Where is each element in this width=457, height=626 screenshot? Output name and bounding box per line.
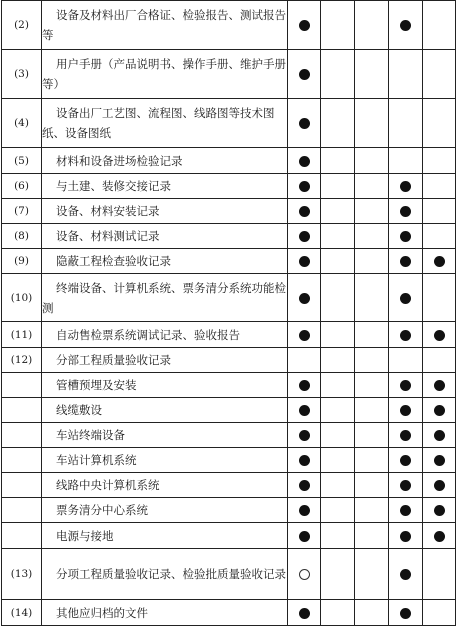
mark-cell-3 [355,174,389,199]
mark-cell-1 [288,322,321,348]
item-cell [42,1,288,50]
filled-circle-icon [400,430,411,441]
mark-cell-2 [321,249,355,274]
archive-table [1,0,456,626]
mark-cell-5 [423,523,456,549]
table-row [2,498,456,523]
item-text: 管槽预埋及安装 [56,378,137,392]
table-row [2,348,456,373]
mark-cell-2 [321,199,355,224]
item-cell [42,50,288,99]
mark-cell-4 [389,398,423,423]
item-text: 自动售检票系统调试记录、验收报告 [56,327,240,342]
table-row [2,600,456,626]
filled-circle-icon [434,505,445,516]
table-row [2,249,456,274]
mark-cell-3 [355,473,389,498]
filled-circle-icon [400,380,411,391]
mark-cell-4 [389,274,423,322]
row-number [2,398,42,423]
mark-cell-1 [288,373,321,398]
filled-circle-icon [400,181,411,192]
row-number: (13) [2,549,42,600]
mark-cell-3 [355,322,389,348]
mark-cell-2 [321,498,355,523]
item-cell [42,523,288,549]
filled-circle-icon [434,480,445,491]
mark-cell-5 [423,148,456,174]
mark-cell-5 [423,348,456,373]
mark-cell-4 [389,199,423,224]
mark-cell-5 [423,274,456,322]
mark-cell-5 [423,99,456,148]
mark-cell-5 [423,373,456,398]
item-cell [42,498,288,523]
row-number: (10) [2,274,42,322]
mark-cell-2 [321,448,355,473]
mark-cell-1 [288,600,321,626]
item-text: 线缆敷设 [56,403,102,417]
mark-cell-5 [423,549,456,600]
mark-cell-1 [288,50,321,99]
filled-circle-icon [299,380,310,391]
item-text: 隐蔽工程检查验收记录 [56,254,171,268]
filled-circle-icon [400,330,411,341]
row-number [2,448,42,473]
mark-cell-3 [355,348,389,373]
mark-cell-2 [321,322,355,348]
row-number: (14) [2,600,42,626]
filled-circle-icon [400,505,411,516]
filled-circle-icon [299,608,310,619]
item-cell [42,199,288,224]
mark-cell-2 [321,174,355,199]
mark-cell-5 [423,473,456,498]
mark-cell-1 [288,274,321,322]
mark-cell-3 [355,398,389,423]
mark-cell-4 [389,50,423,99]
mark-cell-2 [321,99,355,148]
mark-cell-2 [321,348,355,373]
mark-cell-1 [288,549,321,600]
item-text: 设备及材料出厂合格证、检验报告、测试报告等 [42,8,286,42]
filled-circle-icon [299,293,310,304]
mark-cell-4 [389,498,423,523]
mark-cell-5 [423,423,456,448]
item-cell [42,249,288,274]
filled-circle-icon [434,405,445,416]
filled-circle-icon [434,380,445,391]
filled-circle-icon [299,430,310,441]
mark-cell-3 [355,50,389,99]
filled-circle-icon [299,405,310,416]
mark-cell-5 [423,224,456,249]
row-number: (8) [2,224,42,249]
filled-circle-icon [299,181,310,192]
mark-cell-2 [321,224,355,249]
row-number: (4) [2,99,42,148]
mark-cell-4 [389,348,423,373]
mark-cell-2 [321,1,355,50]
table-row [2,274,456,322]
filled-circle-icon [434,330,445,341]
filled-circle-icon [299,69,310,80]
filled-circle-icon [434,256,445,267]
mark-cell-2 [321,523,355,549]
row-number: (12) [2,348,42,373]
mark-cell-3 [355,274,389,322]
mark-cell-3 [355,523,389,549]
mark-cell-4 [389,174,423,199]
mark-cell-1 [288,249,321,274]
mark-cell-5 [423,249,456,274]
mark-cell-4 [389,473,423,498]
item-cell [42,174,288,199]
table-row [2,1,456,50]
mark-cell-3 [355,498,389,523]
filled-circle-icon [400,293,411,304]
filled-circle-icon [299,118,310,129]
row-number [2,423,42,448]
filled-circle-icon [434,455,445,466]
mark-cell-2 [321,373,355,398]
filled-circle-icon [434,531,445,542]
mark-cell-1 [288,498,321,523]
mark-cell-5 [423,498,456,523]
mark-cell-1 [288,224,321,249]
table-row [2,423,456,448]
item-cell [42,148,288,174]
mark-cell-5 [423,322,456,348]
filled-circle-icon [299,231,310,242]
mark-cell-4 [389,322,423,348]
item-text: 设备、材料测试记录 [56,229,160,243]
filled-circle-icon [299,455,310,466]
item-text: 分项工程质量验收记录、检验批质量验收记录 [56,567,286,581]
item-text: 与土建、装修交接记录 [56,179,171,193]
table-row [2,523,456,549]
mark-cell-4 [389,549,423,600]
filled-circle-icon [400,455,411,466]
mark-cell-2 [321,274,355,322]
item-cell [42,99,288,148]
mark-cell-5 [423,1,456,50]
mark-cell-4 [389,148,423,174]
mark-cell-1 [288,348,321,373]
filled-circle-icon [400,569,411,580]
filled-circle-icon [299,480,310,491]
row-number [2,523,42,549]
row-number: (3) [2,50,42,99]
item-text: 车站终端设备 [56,428,125,442]
mark-cell-5 [423,199,456,224]
mark-cell-1 [288,523,321,549]
mark-cell-5 [423,398,456,423]
filled-circle-icon [400,231,411,242]
mark-cell-1 [288,199,321,224]
item-text: 终端设备、计算机系统、票务清分系统功能检测 [42,280,286,315]
item-text: 电源与接地 [56,528,114,543]
mark-cell-1 [288,423,321,448]
mark-cell-3 [355,373,389,398]
filled-circle-icon [400,20,411,31]
row-number: (5) [2,148,42,174]
mark-cell-3 [355,99,389,148]
filled-circle-icon [400,531,411,542]
table-row [2,549,456,600]
mark-cell-1 [288,398,321,423]
mark-cell-4 [389,523,423,549]
filled-circle-icon [299,20,310,31]
table-row [2,199,456,224]
mark-cell-4 [389,423,423,448]
mark-cell-5 [423,174,456,199]
mark-cell-3 [355,224,389,249]
filled-circle-icon [400,405,411,416]
mark-cell-2 [321,50,355,99]
mark-cell-4 [389,1,423,50]
mark-cell-3 [355,249,389,274]
mark-cell-1 [288,448,321,473]
filled-circle-icon [299,206,310,217]
mark-cell-2 [321,398,355,423]
filled-circle-icon [299,330,310,341]
item-cell [42,398,288,423]
item-cell [42,473,288,498]
filled-circle-icon [400,206,411,217]
table-row [2,322,456,348]
table-row [2,50,456,99]
mark-cell-1 [288,1,321,50]
row-number: (6) [2,174,42,199]
item-cell [42,348,288,373]
mark-cell-3 [355,423,389,448]
mark-cell-4 [389,249,423,274]
table-row [2,99,456,148]
mark-cell-2 [321,600,355,626]
mark-cell-3 [355,549,389,600]
filled-circle-icon [400,480,411,491]
table-row [2,174,456,199]
mark-cell-4 [389,224,423,249]
table-row [2,398,456,423]
mark-cell-3 [355,148,389,174]
table-row [2,448,456,473]
item-cell [42,448,288,473]
item-text: 分部工程质量验收记录 [56,353,171,367]
filled-circle-icon [299,256,310,267]
mark-cell-1 [288,99,321,148]
item-text: 线路中央计算机系统 [56,478,160,492]
table-row [2,148,456,174]
item-cell [42,224,288,249]
mark-cell-2 [321,148,355,174]
mark-cell-5 [423,448,456,473]
filled-circle-icon [400,256,411,267]
item-cell [42,600,288,626]
mark-cell-3 [355,600,389,626]
item-text: 材料和设备进场检验记录 [56,153,183,168]
table-row [2,373,456,398]
mark-cell-5 [423,600,456,626]
item-cell [42,423,288,448]
mark-cell-4 [389,99,423,148]
mark-cell-4 [389,373,423,398]
item-cell [42,549,288,600]
mark-cell-2 [321,549,355,600]
row-number: (11) [2,322,42,348]
filled-circle-icon [299,156,310,167]
row-number [2,498,42,523]
row-number [2,373,42,398]
mark-cell-3 [355,1,389,50]
mark-cell-5 [423,50,456,99]
mark-cell-2 [321,473,355,498]
mark-cell-4 [389,600,423,626]
hollow-circle-icon [299,569,310,580]
item-cell [42,322,288,348]
mark-cell-4 [389,448,423,473]
mark-cell-1 [288,148,321,174]
row-number: (9) [2,249,42,274]
filled-circle-icon [299,505,310,516]
mark-cell-1 [288,174,321,199]
item-cell [42,373,288,398]
item-text: 设备出厂工艺图、流程图、线路图等技术图纸、设备图纸 [42,106,275,140]
table-body [2,1,456,626]
item-cell [42,274,288,322]
item-text: 其他应归档的文件 [56,605,148,620]
filled-circle-icon [299,531,310,542]
filled-circle-icon [400,608,411,619]
item-text: 票务清分中心系统 [56,503,148,517]
mark-cell-3 [355,448,389,473]
row-number: (7) [2,199,42,224]
item-text: 车站计算机系统 [56,453,137,467]
mark-cell-1 [288,473,321,498]
row-number: (2) [2,1,42,50]
filled-circle-icon [434,430,445,441]
table-row [2,224,456,249]
mark-cell-3 [355,199,389,224]
mark-cell-2 [321,423,355,448]
item-text: 用户手册（产品说明书、操作手册、维护手册等） [42,57,286,91]
table-row [2,473,456,498]
item-text: 设备、材料安装记录 [56,204,160,218]
row-number [2,473,42,498]
